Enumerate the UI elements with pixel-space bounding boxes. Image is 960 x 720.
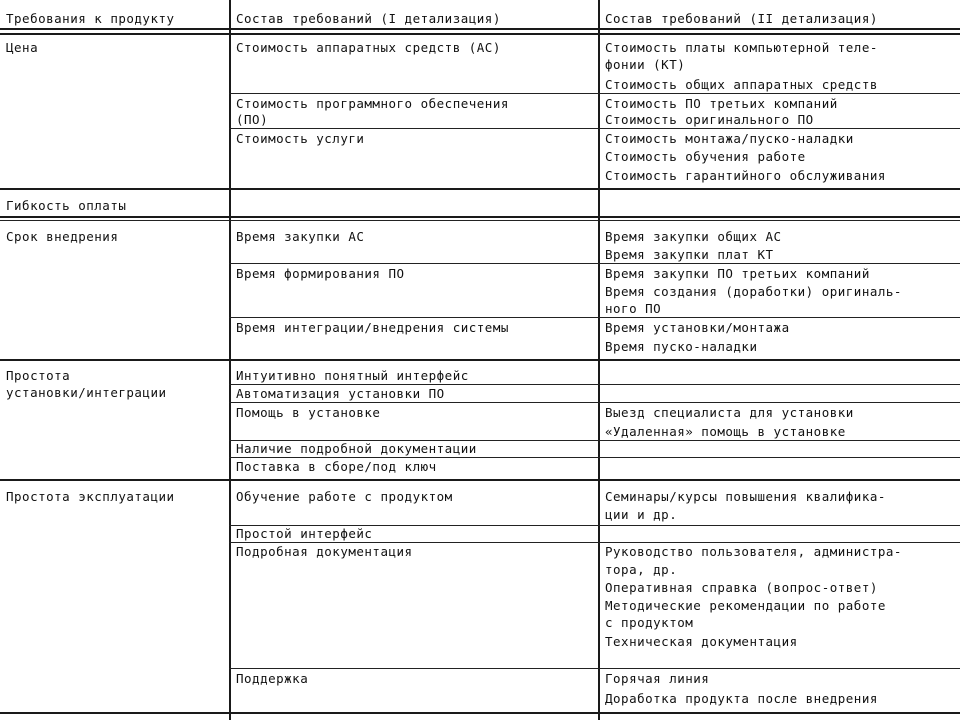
d2-line: Методические рекомендации по работе	[605, 598, 886, 613]
d1-detailed-documentation: Подробная документация	[236, 544, 413, 559]
d1-product-training: Обучение работе с продуктом	[236, 489, 453, 504]
group-divider-2	[0, 220, 960, 221]
group-divider	[0, 359, 960, 361]
d2-line: Стоимость обучения работе	[605, 149, 806, 164]
d1-turnkey-delivery: Поставка в сборе/под ключ	[236, 459, 437, 474]
d2-line: Оперативная справка (вопрос-ответ)	[605, 580, 878, 595]
d1-software-cost: Стоимость программного обеспечения	[236, 96, 509, 111]
d2-line: «Удаленная» помощь в установке	[605, 424, 846, 439]
d1-simple-ui: Простой интерфейс	[236, 526, 373, 541]
d1-sw-forming-time: Время формирования ПО	[236, 266, 405, 281]
d2-line: ции и др.	[605, 507, 678, 522]
d1-hw-purchase-time: Время закупки АС	[236, 229, 365, 244]
d2-line: Семинары/курсы повышения квалифика-	[605, 489, 886, 504]
header-col-3: Состав требований (II детализация)	[605, 11, 878, 26]
d2-line: Стоимость гарантийного обслуживания	[605, 168, 886, 183]
d2-line: Стоимость платы компьютерной теле-	[605, 40, 878, 55]
d2-line: Время создания (доработки) оригиналь-	[605, 284, 902, 299]
header-col-1: Требования к продукту	[6, 11, 175, 26]
header-divider	[0, 28, 960, 30]
d1-install-help: Помощь в установке	[236, 405, 381, 420]
req-install-simplicity: Простота	[6, 368, 71, 383]
req-payment-flexibility: Гибкость оплаты	[6, 198, 127, 213]
row-divider	[229, 317, 960, 318]
d1-software-cost-2: (ПО)	[236, 112, 269, 127]
d2-line: Время пуско-наладки	[605, 339, 758, 354]
d2-line: Стоимость монтажа/пуско-наладки	[605, 131, 854, 146]
group-divider	[0, 479, 960, 481]
d2-line: Время установки/монтажа	[605, 320, 790, 335]
d1-integration-time: Время интеграции/внедрения системы	[236, 320, 509, 335]
d1-hardware-cost: Стоимость аппаратных средств (АС)	[236, 40, 501, 55]
d2-line: Время закупки плат КТ	[605, 247, 774, 262]
row-divider	[229, 402, 960, 403]
header-divider-2	[0, 33, 960, 35]
row-divider	[229, 93, 960, 94]
d1-intuitive-ui: Интуитивно понятный интерфейс	[236, 368, 469, 383]
d2-line: Стоимость ПО третьих компаний	[605, 96, 838, 111]
d1-service-cost: Стоимость услуги	[236, 131, 365, 146]
d2-line: Время закупки общих АС	[605, 229, 782, 244]
d2-line: Стоимость общих аппаратных средств	[605, 77, 878, 92]
d2-line: Горячая линия	[605, 671, 710, 686]
d2-line: тора, др.	[605, 562, 678, 577]
d2-line: Доработка продукта после внедрения	[605, 691, 878, 706]
row-divider	[229, 263, 960, 264]
header-col-2: Состав требований (I детализация)	[236, 11, 501, 26]
group-divider	[0, 188, 960, 190]
req-install-simplicity-2: установки/интеграции	[6, 385, 167, 400]
d2-line: Выезд специалиста для установки	[605, 405, 854, 420]
req-operation-simplicity: Простота эксплуатации	[6, 489, 175, 504]
d1-detailed-docs: Наличие подробной документации	[236, 441, 477, 456]
d2-line: Время закупки ПО третьих компаний	[605, 266, 870, 281]
d1-support: Поддержка	[236, 671, 309, 686]
row-divider	[229, 668, 960, 669]
d2-line: Руководство пользователя, администра-	[605, 544, 902, 559]
group-divider	[0, 712, 960, 714]
d1-install-automation: Автоматизация установки ПО	[236, 386, 445, 401]
d2-line: Стоимость оригинального ПО	[605, 112, 814, 127]
req-price: Цена	[6, 40, 39, 55]
d2-line: ного ПО	[605, 301, 662, 316]
req-implementation-time: Срок внедрения	[6, 229, 119, 244]
d2-line: с продуктом	[605, 615, 694, 630]
d2-line: фонии (КТ)	[605, 57, 686, 72]
group-divider	[0, 216, 960, 218]
row-divider	[229, 128, 960, 129]
d2-line: Техническая документация	[605, 634, 798, 649]
